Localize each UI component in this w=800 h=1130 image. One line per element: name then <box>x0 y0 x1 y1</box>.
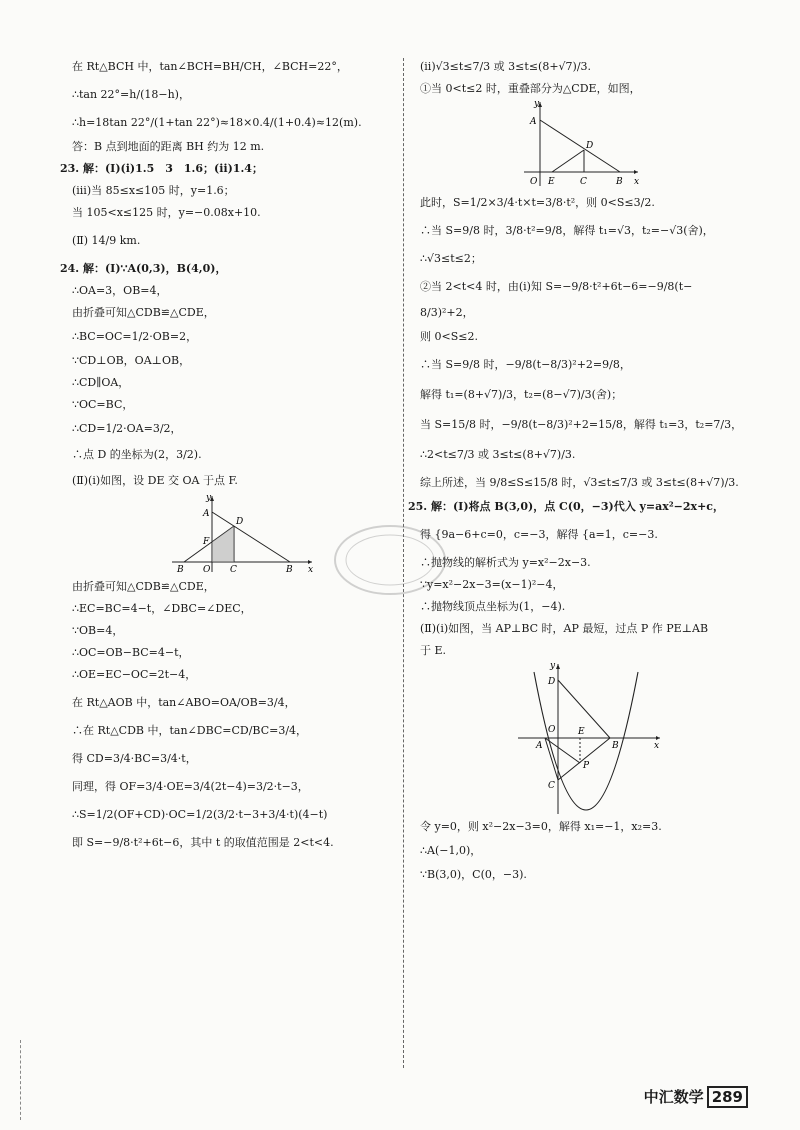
fig-label: A <box>203 509 210 519</box>
fig-label: x <box>308 565 314 575</box>
text-line: ②当 2<t<4 时，由(ⅰ)知 S=−9/8·t²+6t−6=−9/8(t− <box>420 280 693 293</box>
text-line: ∵OC=BC， <box>72 398 134 411</box>
text-line: ∴OC=OB−BC=4−t， <box>72 646 190 659</box>
fig-label: B <box>286 565 293 575</box>
text-line: ∴在 Rt△CDB 中，tan∠DBC=CD/BC=3/4， <box>72 724 308 737</box>
segment-ab <box>540 120 620 172</box>
page-footer <box>644 1086 748 1107</box>
segment-cb <box>558 738 610 780</box>
segment-ac <box>545 738 558 780</box>
text-line: 综上所述，当 9/8≤S≤15/8 时，√3≤t≤7/3 或 3≤t≤(8+√7)/3. <box>420 476 739 489</box>
text-line: ∴BC=OC=1/2·OB=2， <box>72 330 198 343</box>
segment-ed <box>552 150 584 172</box>
text-line: ∴A(−1,0)， <box>420 844 482 857</box>
text-line: 由折叠可知△CDB≌△CDE， <box>72 580 215 593</box>
fig-label: A <box>536 741 543 751</box>
fig-label: y <box>206 493 212 503</box>
fig-label: B <box>177 565 184 575</box>
text-line: ①当 0<t≤2 时，重叠部分为△CDE，如图， <box>420 82 641 95</box>
fig-label: O <box>548 725 556 735</box>
fig-label: E <box>548 177 555 187</box>
footer-brand: 中汇数学 <box>643 1088 704 1106</box>
fig-label: C <box>230 565 237 575</box>
text-line: ∴CD∥OA， <box>72 376 130 389</box>
text-line: 答：B 点到地面的距离 BH 约为 12 m. <box>72 140 265 153</box>
fig-label: C <box>548 781 555 791</box>
text-line: ∴OE=EC−OC=2t−4， <box>72 668 197 681</box>
text-line: 当 105<x≤125 时，y=−0.08x+10. <box>72 206 261 219</box>
text-line: (Ⅱ)(ⅰ)如图，设 DE 交 OA 于点 F. <box>72 474 238 487</box>
text-line: ∴2<t≤7/3 或 3≤t≤(8+√7)/3. <box>420 448 576 461</box>
text-line: ∴当 S=9/8 时，−9/8(t−8/3)²+2=9/8， <box>420 358 631 371</box>
text-line: ∴OA=3，OB=4， <box>72 284 168 297</box>
text-line: ∵y=x²−2x−3=(x−1)²−4， <box>420 578 564 591</box>
x-axis-arrow <box>308 560 312 564</box>
text-line: 当 S=15/8 时，−9/8(t−8/3)²+2=15/8，解得 t₁=3，t₂=7/3， <box>420 418 743 431</box>
fig-label: D <box>548 677 556 687</box>
text-line: ∴当 S=9/8 时，3/8·t²=9/8，解得 t₁=√3，t₂=−√3(舍)， <box>420 224 714 237</box>
text-line: 由折叠可知△CDB≌△CDE， <box>72 306 215 319</box>
x-axis-arrow <box>656 736 660 740</box>
text-line: (ⅱ)√3≤t≤7/3 或 3≤t≤(8+√7)/3. <box>420 60 592 73</box>
text-line: ∴抛物线的解析式为 y=x²−2x−3. <box>420 556 591 569</box>
text-line: ∴点 D 的坐标为(2，3/2). <box>72 448 202 461</box>
text-line: (Ⅱ)(ⅰ)如图，当 AP⊥BC 时，AP 最短，过点 P 作 PE⊥AB <box>420 622 709 635</box>
text-line: ∴CD=1/2·OA=3/2， <box>72 422 182 435</box>
text-line: ∵CD⊥OB，OA⊥OB， <box>72 354 191 367</box>
text-line: 得 {9a−6+c=0，c=−3，解得 {a=1，c=−3. <box>420 528 658 541</box>
question-23-heading: 23. 解：(Ⅰ)(ⅰ)1.5 3 1.6；(ⅱ)1.4； <box>60 162 263 175</box>
fig-label: P <box>583 761 590 771</box>
x-axis-arrow <box>634 170 638 174</box>
figure-triangle-cde <box>420 98 780 194</box>
fig-label: F <box>203 537 210 547</box>
text-line: ∴EC=BC=4−t，∠DBC=∠DEC， <box>72 602 252 615</box>
fig-label: B <box>616 177 623 187</box>
figure-parabola <box>420 660 780 818</box>
text-line: 同理，得 OF=3/4·OE=3/4(2t−4)=3/2·t−3， <box>72 780 309 793</box>
fig-label: B <box>612 741 619 751</box>
text-line: (Ⅱ) 14/9 km. <box>72 234 141 247</box>
fig-label: D <box>236 517 244 527</box>
watermark-stamp <box>330 520 450 600</box>
text-line: 即 S=−9/8·t²+6t−6，其中 t 的取值范围是 2<t<4. <box>72 836 334 849</box>
overlap-region <box>212 526 234 562</box>
fig-label: C <box>580 177 587 187</box>
fig-label: x <box>634 177 640 187</box>
question-25-heading: 25. 解：(Ⅰ)将点 B(3,0)，点 C(0，−3)代入 y=ax²−2x+c， <box>408 500 724 513</box>
fig-label: y <box>550 661 556 671</box>
text-line: (ⅲ)当 85≤x≤105 时，y=1.6； <box>72 184 235 197</box>
page-number: 289 <box>707 1086 748 1108</box>
fig-label: D <box>586 141 594 151</box>
text-line: ∴抛物线顶点坐标为(1，−4). <box>420 600 566 613</box>
text-line: 此时，S=1/2×3/4·t×t=3/8·t²，则 0<S≤3/2. <box>420 196 655 209</box>
text-line: ∴√3≤t≤2； <box>420 252 482 265</box>
text-line: ∴h=18tan 22°/(1+tan 22°)≈18×0.4/(1+0.4)≈12(m). <box>72 116 362 129</box>
text-line: ∴tan 22°=h/(18−h)， <box>72 88 190 101</box>
segment-ap <box>545 738 580 763</box>
right-column <box>408 60 780 882</box>
text-line: 得 CD=3/4·BC=3/4·t， <box>72 752 197 765</box>
question-24-heading: 24. 解：(Ⅰ)∵A(0,3)，B(4,0)， <box>60 262 227 275</box>
text-line: ∵OB=4， <box>72 624 124 637</box>
fig-label: A <box>530 117 537 127</box>
fig-label: x <box>654 741 660 751</box>
text-line: 于 E. <box>420 644 447 657</box>
text-line: 则 0<S≤2. <box>420 330 478 343</box>
fig-label: y <box>534 99 540 109</box>
text-line: 在 Rt△BCH 中，tan∠BCH=BH/CH，∠BCH=22°， <box>72 60 348 73</box>
text-line: ∴S=1/2(OF+CD)·OC=1/2(3/2·t−3+3/4·t)(4−t) <box>72 808 328 821</box>
binding-margin-mark <box>20 1040 21 1120</box>
fig-label: E <box>578 727 585 737</box>
text-line: 在 Rt△AOB 中，tan∠ABO=OA/OB=3/4， <box>72 696 296 709</box>
text-line: 令 y=0，则 x²−2x−3=0，解得 x₁=−1，x₂=3. <box>420 820 662 833</box>
fig-label: O <box>203 565 211 575</box>
left-column <box>60 60 392 850</box>
y-axis-arrow <box>556 664 560 669</box>
fig-label: O <box>530 177 538 187</box>
text-line: ∵B(3,0)，C(0，−3). <box>420 868 527 881</box>
text-line: 解得 t₁=(8+√7)/3，t₂=(8−√7)/3(舍)； <box>420 388 623 401</box>
text-line: 8/3)²+2， <box>420 306 474 319</box>
